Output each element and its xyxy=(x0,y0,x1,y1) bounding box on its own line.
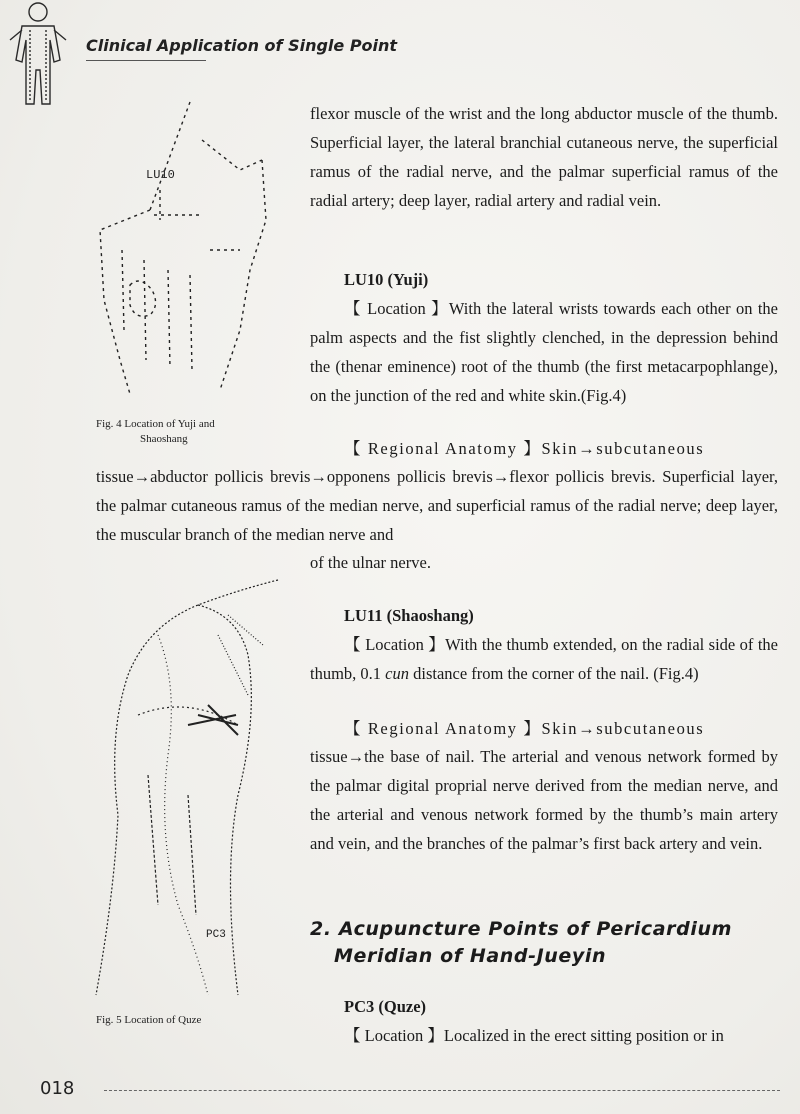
figure-4-hand-illustration xyxy=(90,100,290,400)
paragraph-lu11-location: 【 Location 】With the thumb extended, on the radial side of the thumb, 0.1 cun distance from the corner of the nail. (Fig.4) xyxy=(310,635,778,683)
heading-lu10: LU10 (Yuji) xyxy=(344,270,429,289)
page-number: 018 xyxy=(40,1078,75,1099)
figure-4-caption-line1: Fig. 4 Location of Yuji and xyxy=(96,418,215,430)
paragraph-lu11-anatomy-body: tissue→the base of nail. The arterial and venous network formed by the palmar digital proprial nerve derived from the median nerve, and the arterial and venous network formed by the thumb’s main artery and vein, and the branches of the palmar’s first back artery and vein. xyxy=(310,747,778,853)
paragraph-lu10-anatomy-end: of the ulnar nerve. xyxy=(310,553,431,572)
paragraph-lu10-anatomy-body: tissue→abductor pollicis brevis→opponens pollicis brevis→flexor pollicis brevis. Superficial layer, the palmar cutaneous ramus of the median nerve, and superficial ramus of the radial nerve; deep layer, the muscular branch of the median nerve and xyxy=(96,467,778,544)
paragraph-pc3-location: 【 Location 】Localized in the erect sitting position or in xyxy=(344,1026,724,1045)
heading-lu11: LU11 (Shaoshang) xyxy=(344,606,474,625)
header-underline xyxy=(86,60,206,61)
figure-5-caption: Fig. 5 Location of Quze xyxy=(96,1014,202,1026)
figure-5-point-label: PC3 xyxy=(206,929,226,941)
paragraph-lu11-anatomy-start: 【 Regional Anatomy 】Skin→subcutaneous xyxy=(344,719,705,738)
running-header-title: Clinical Application of Single Point xyxy=(86,36,398,55)
paragraph-lu10-location: 【 Location 】With the lateral wrists towards each other on the palm aspects and the fist slightly clenched, in the depression behind the (thenar eminence) root of the thumb (the first metacarpophlange), on the junction of the red and white skin.(Fig.4) xyxy=(310,299,778,405)
figure-5-arm-illustration xyxy=(88,575,298,1000)
paragraph-lu9-anatomy-continued: flexor muscle of the wrist and the long abductor muscle of the thumb. Superficial layer, the lateral branchial cutaneous nerve, the superficial ramus of the radial nerve, and the palmar superficial ramus of the radial artery; deep layer, radial artery and radial vein. xyxy=(310,104,778,210)
paragraph-lu10-anatomy-start: 【 Regional Anatomy 】Skin→subcutaneous xyxy=(344,439,705,458)
figure-4-caption-line2: Shaoshang xyxy=(140,433,188,445)
figure-4-point-label: LU10 xyxy=(146,168,175,182)
unit-cun: cun xyxy=(385,664,409,683)
heading-pc3: PC3 (Quze) xyxy=(344,997,427,1016)
footer-dotted-rule xyxy=(104,1090,780,1091)
section-heading-pericardium xyxy=(310,916,780,970)
section-heading-line1: 2. Acupuncture Points of Pericardium xyxy=(310,918,732,940)
header-body-figure-icon xyxy=(0,0,80,110)
section-heading-line2: Meridian of Hand-Jueyin xyxy=(334,945,607,967)
